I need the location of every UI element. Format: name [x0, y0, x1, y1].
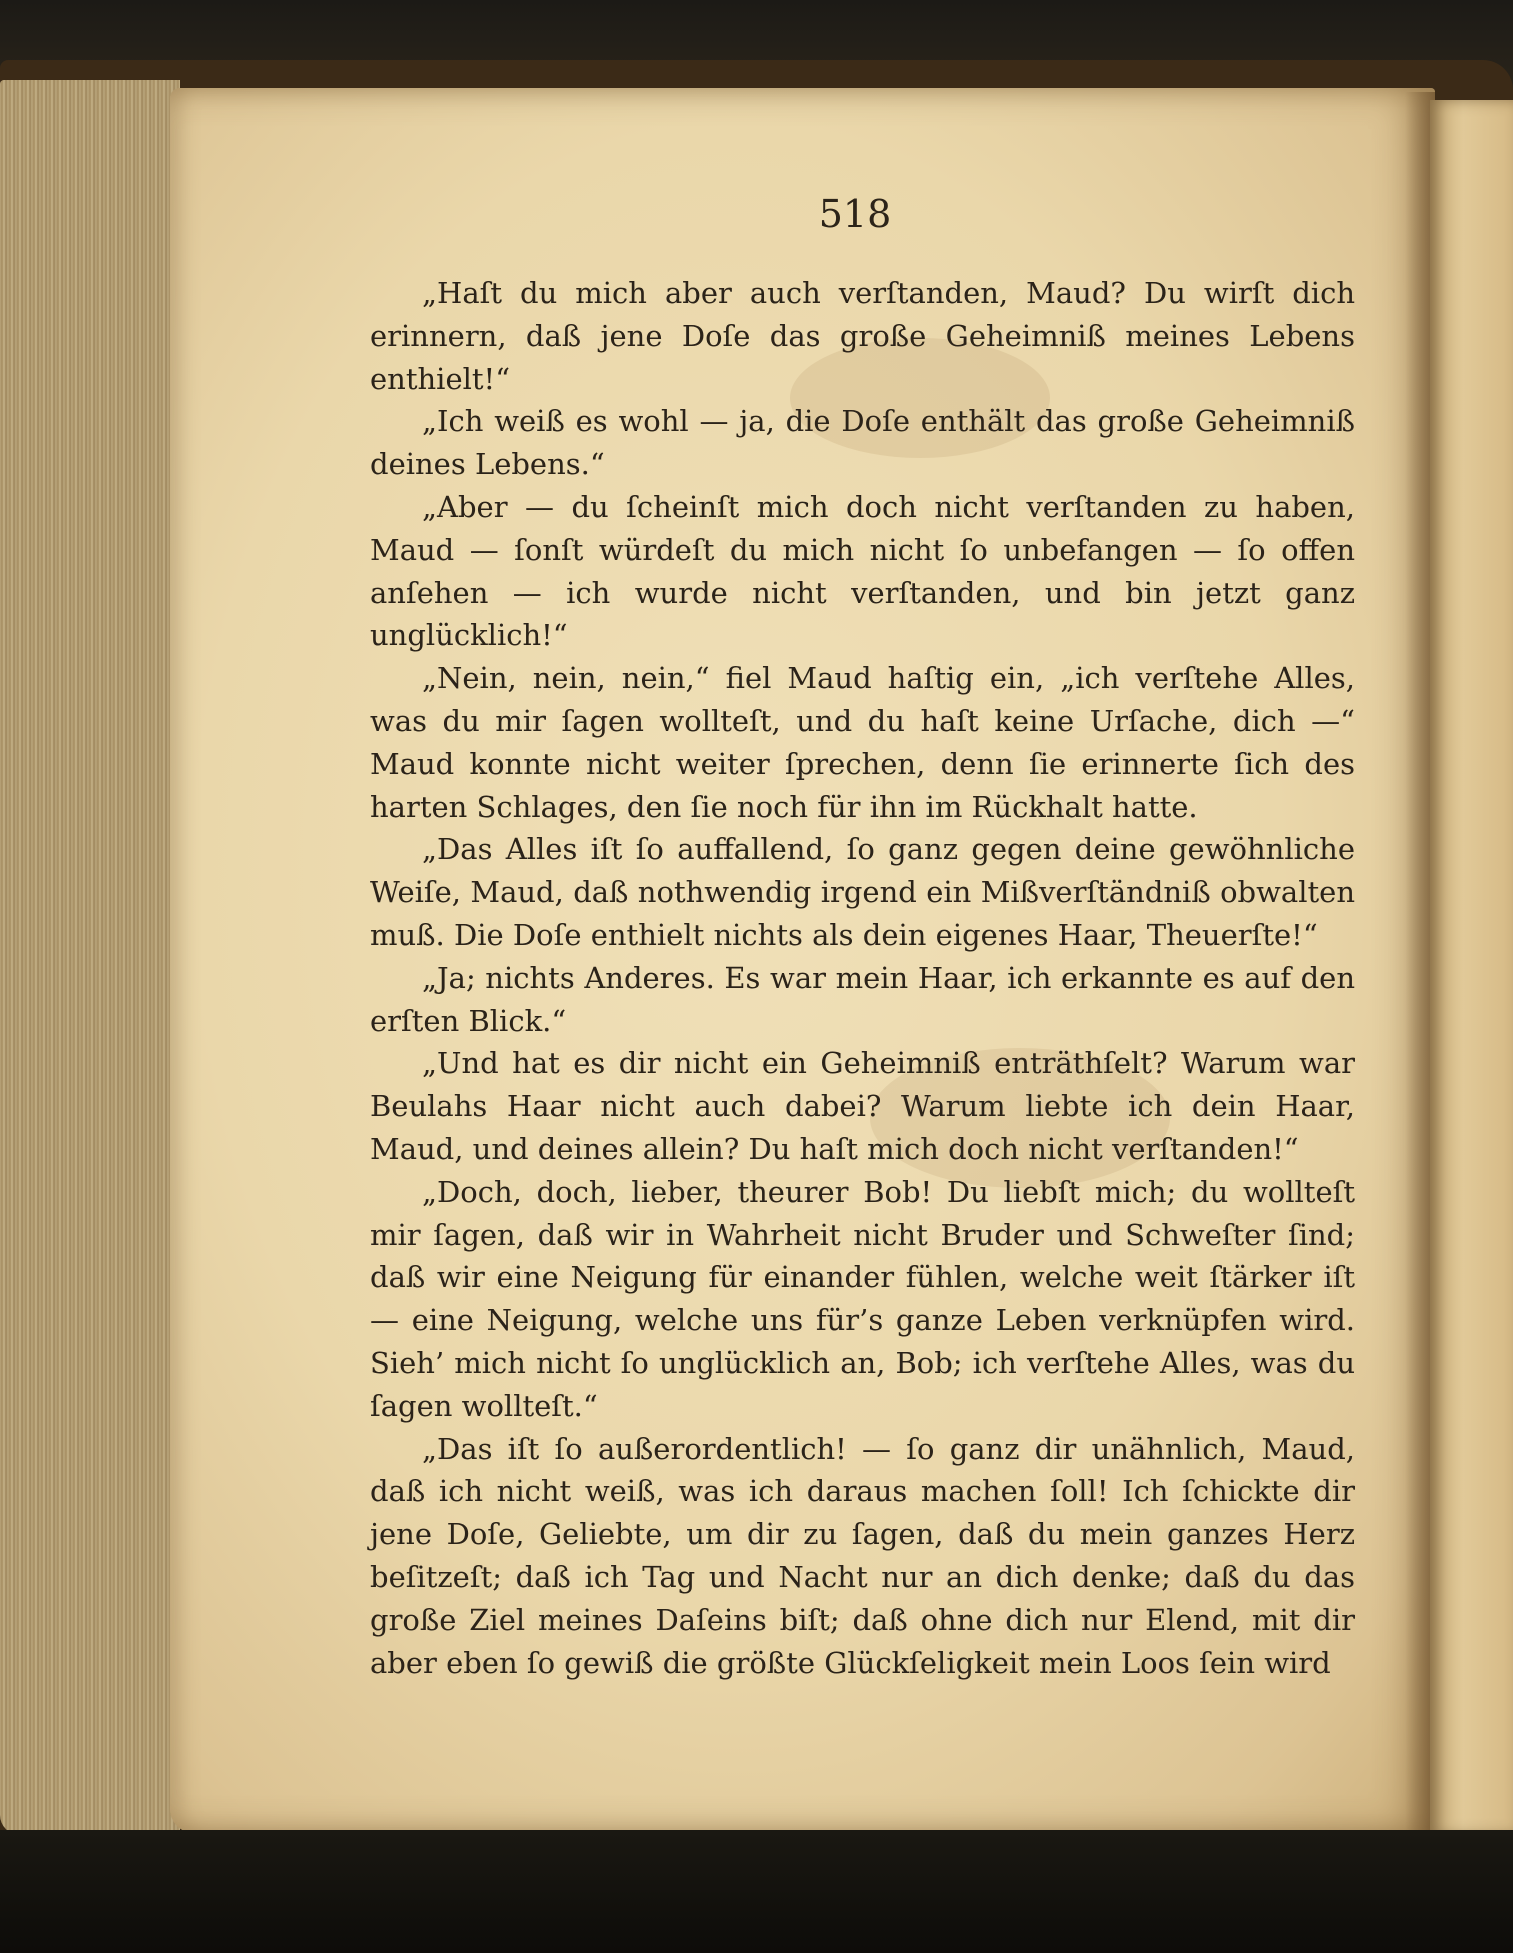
paragraph: „Nein, nein, nein,“ fiel Maud haſtig ein, „ich verſtehe Alles, was du mir ſagen wollteſt, und du haſt keine Urſache, dich —“ Maud konnte nicht weiter ſprechen, denn ſie erinnerte ſich des harten Schlages, den ſie noch für ihn im Rückhalt hatte. [370, 661, 1355, 824]
page-edges [0, 80, 180, 1835]
paragraph: „Ich weiß es wohl — ja, die Doſe enthält das große Geheimniß deines Lebens.“ [370, 404, 1355, 482]
paragraph: „Das Alles iſt ſo auffallend, ſo ganz gegen deine gewöhnliche Weiſe, Maud, daß nothwendig irgend ein Mißverſtändniß obwalten muß. Die Doſe enthielt nichts als dein eigenes Haar, Theuerſte!“ [370, 832, 1355, 952]
page-text [370, 272, 1355, 1684]
paragraph: „Und hat es dir nicht ein Geheimniß enträthſelt? Warum war Beulahs Haar nicht auch dabei? Warum liebte ich dein Haar, Maud, und deines allein? Du haſt mich doch nicht verſtanden!“ [370, 1046, 1355, 1166]
right-page-edge [1430, 100, 1513, 1835]
paragraph: „Das iſt ſo außerordentlich! — ſo ganz dir unähnlich, Maud, daß ich nicht weiß, was ich daraus machen ſoll! Ich ſchickte dir jene Doſe, Geliebte, um dir zu ſagen, daß du mein ganzes Herz beſitzeſt; daß ich Tag und Nacht nur an dich denke; daß du das große Ziel meines Daſeins biſt; daß ohne dich nur Elend, mit dir aber eben ſo gewiß die größte Glückſeligkeit mein Loos ſein wird [370, 1431, 1355, 1680]
backdrop-bottom [0, 1830, 1513, 1953]
paragraph: „Haſt du mich aber auch verſtanden, Maud? Du wirſt dich erinnern, daß jene Doſe das große Geheimniß meines Lebens enthielt!“ [370, 276, 1355, 396]
paragraph: „Ja; nichts Anderes. Es war mein Haar, ich erkannte es auf den erſten Blick.“ [370, 960, 1355, 1038]
paragraph: „Aber — du ſcheinſt mich doch nicht verſtanden zu haben, Maud — ſonſt würdeſt du mich nicht ſo unbefangen — ſo offen anſehen — ich wurde nicht verſtanden, und bin jetzt ganz unglücklich!“ [370, 489, 1355, 653]
page-number: 518 [818, 192, 892, 236]
paragraph: „Doch, doch, lieber, theurer Bob! Du liebſt mich; du wollteſt mir ſagen, daß wir in Wahrheit nicht Bruder und Schweſter ſind; daß wir eine Neigung für einander fühlen, welche weit ſtärker iſt — eine Neigung, welche uns für’s ganze Leben verknüpfen wird. Sieh’ mich nicht ſo unglücklich an, Bob; ich verſtehe Alles, was du ſagen wollteſt.“ [370, 1174, 1355, 1423]
